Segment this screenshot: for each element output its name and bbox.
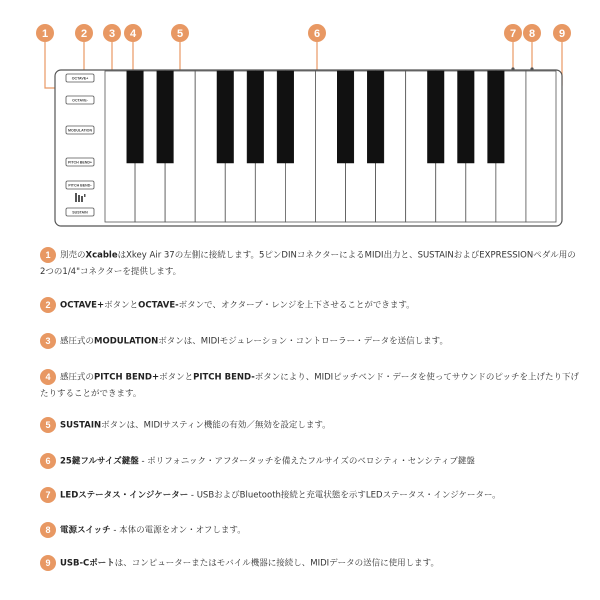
black-key[interactable] bbox=[427, 71, 444, 163]
octave-minus-label: OCTAVE- bbox=[72, 98, 88, 103]
black-key[interactable] bbox=[277, 71, 294, 163]
item-text: SUSTAIN bbox=[60, 420, 102, 431]
item-number-badge: 8 bbox=[40, 522, 56, 538]
feature-item bbox=[40, 369, 580, 402]
item-text: ボタンで、オクターブ・レンジを上下させることができます。 bbox=[178, 300, 415, 311]
item-text: はXkey Air 37の左側に接続します。5ピンDINコネクターによるMIDI出力と、SUSTAINおよびEXPRESSIONペダル用の2つの1/4"コネクターを提供します。 bbox=[40, 250, 576, 277]
black-key[interactable] bbox=[247, 71, 264, 163]
item-text: OCTAVE- bbox=[138, 300, 179, 311]
item-text: ボタンと bbox=[159, 372, 194, 383]
keyboard-diagram bbox=[0, 0, 600, 235]
black-key[interactable] bbox=[458, 71, 475, 163]
item-text: PITCH BEND- bbox=[193, 372, 255, 383]
callout-number: 7 bbox=[509, 28, 517, 40]
callout-number: 1 bbox=[41, 28, 49, 40]
callout-number: 8 bbox=[528, 28, 536, 40]
item-number-badge: 9 bbox=[40, 555, 56, 571]
item-number-badge: 3 bbox=[40, 333, 56, 349]
black-key[interactable] bbox=[157, 71, 174, 163]
item-text: - ポリフォニック・アフタータッチを備えたフルサイズのベロシティ・センシティブ鍵盤 bbox=[138, 456, 475, 467]
item-text: LEDステータス・インジケーター bbox=[60, 490, 189, 501]
feature-item bbox=[40, 453, 580, 470]
item-text: ボタンと bbox=[104, 300, 139, 311]
item-text: 感圧式の bbox=[60, 336, 95, 347]
item-text: MODULATION bbox=[94, 336, 159, 347]
black-key[interactable] bbox=[488, 71, 505, 163]
pitch-bend-minus-label: PITCH BEND- bbox=[68, 183, 92, 188]
black-key[interactable] bbox=[127, 71, 144, 163]
feature-item bbox=[40, 333, 580, 350]
item-text: Xcable bbox=[85, 250, 118, 261]
item-text: 電源スイッチ bbox=[60, 525, 111, 536]
white-key[interactable] bbox=[526, 71, 556, 222]
item-text: ボタンは、MIDIサスティン機能の有効／無効を設定します。 bbox=[101, 420, 331, 431]
feature-item bbox=[40, 247, 580, 280]
item-text: - USBおよびBluetooth接続と充電状態を示すLEDステータス・インジケーター。 bbox=[188, 490, 501, 501]
callout-badges bbox=[36, 24, 571, 42]
item-number-badge: 7 bbox=[40, 487, 56, 503]
item-number-badge: 5 bbox=[40, 417, 56, 433]
item-text: - 本体の電源をオン・オフします。 bbox=[110, 525, 246, 536]
modulation-label: MODULATION bbox=[67, 128, 93, 133]
pitch-bend-plus-label: PITCH BEND+ bbox=[67, 160, 93, 165]
item-text: は、コンピューターまたはモバイル機器に接続し、MIDIデータの送信に使用します。 bbox=[114, 558, 439, 569]
item-text: PITCH BEND+ bbox=[94, 372, 160, 383]
feature-item bbox=[40, 522, 580, 539]
item-number-badge: 1 bbox=[40, 247, 56, 263]
feature-item bbox=[40, 297, 580, 314]
sustain-label: SUSTAIN bbox=[72, 210, 88, 215]
callout-number: 4 bbox=[129, 28, 137, 40]
item-text: 別売の bbox=[60, 250, 86, 261]
black-key[interactable] bbox=[217, 71, 234, 163]
item-text: USB-Cポート bbox=[60, 558, 115, 569]
item-number-badge: 6 bbox=[40, 453, 56, 469]
callout-number: 9 bbox=[558, 28, 566, 40]
led-indicator bbox=[511, 67, 514, 70]
black-key[interactable] bbox=[367, 71, 384, 163]
item-text: OCTAVE+ bbox=[60, 300, 105, 311]
octave-plus-label: OCTAVE+ bbox=[71, 76, 89, 81]
item-number-badge: 2 bbox=[40, 297, 56, 313]
callout-number: 3 bbox=[108, 28, 116, 40]
callout-number: 6 bbox=[313, 28, 321, 40]
keys bbox=[105, 71, 556, 222]
item-text: ボタンにより、MIDIピッチベンド・データを使ってサウンドのピッチを上げたり下げたりすることができます。 bbox=[40, 372, 579, 399]
feature-item bbox=[40, 417, 580, 434]
item-text: 感圧式の bbox=[60, 372, 95, 383]
black-key[interactable] bbox=[337, 71, 354, 163]
feature-item bbox=[40, 487, 580, 504]
callout-number: 5 bbox=[176, 28, 184, 40]
feature-item bbox=[40, 555, 580, 572]
item-number-badge: 4 bbox=[40, 369, 56, 385]
item-text: 25鍵フルサイズ鍵盤 bbox=[60, 456, 139, 467]
callout-number: 2 bbox=[80, 28, 88, 40]
item-text: ボタンは、MIDIモジュレーション・コントローラー・データを送信します。 bbox=[158, 336, 449, 347]
power-switch[interactable] bbox=[530, 67, 533, 70]
